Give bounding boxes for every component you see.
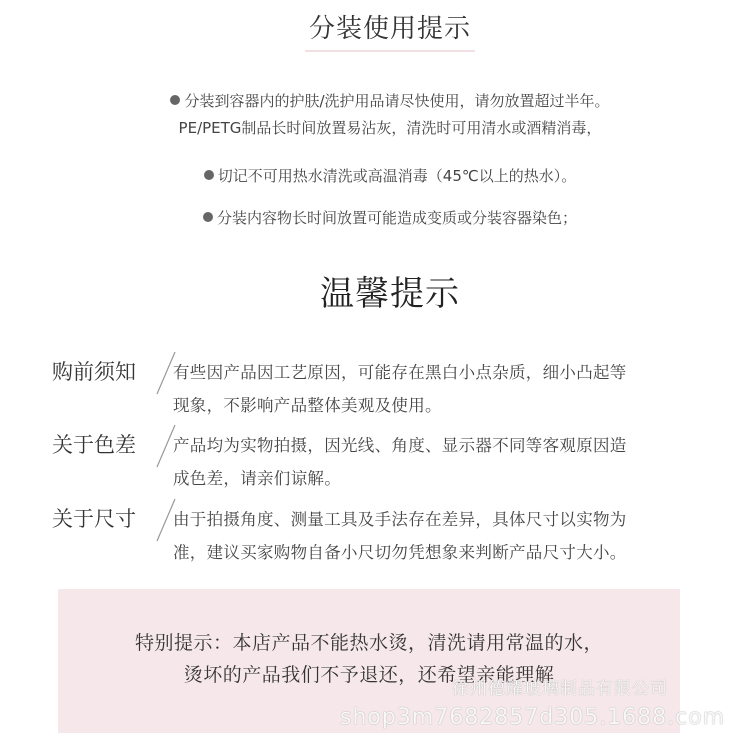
usage-tip-2-text: 切记不可用热水清洗或高温消毒（45℃以上的热水）。	[217, 167, 577, 185]
notice-color-difference	[0, 429, 750, 509]
notice-text-line-1: 由于拍摄角度、测量工具及手法存在差异，具体尺寸以实物为	[173, 510, 627, 529]
usage-tip-3-text: 分装内容物长时间放置可能造成变质或分装容器染色；	[216, 209, 577, 227]
title-underline	[305, 50, 475, 52]
usage-tip-1-line-2: PE/PETG制品长时间放置易沾灰，清洗时可用清水或酒精消毒，	[178, 119, 602, 137]
notice-label: 购前须知	[52, 360, 136, 384]
notice-text-line-1: 有些因产品因工艺原因，可能存在黑白小点杂质，细小凸起等	[173, 363, 627, 382]
notice-text-line-2: 现象，不影响产品整体美观及使用。	[173, 396, 442, 415]
notice-label: 关于尺寸	[52, 507, 136, 531]
special-notice-line-1: 特别提示：本店产品不能热水烫，清洗请用常温的水，	[134, 632, 603, 654]
bullet-icon	[203, 212, 213, 222]
notice-text	[173, 356, 693, 422]
bullet-icon	[170, 95, 180, 105]
notice-text	[173, 429, 693, 495]
notice-text	[173, 503, 693, 569]
notice-text-line-1: 产品均为实物拍摄，因光线、角度、显示器不同等客观原因造	[173, 436, 627, 455]
usage-tips-title: 分装使用提示	[308, 14, 471, 44]
notice-text-line-2: 准，建议买家购物自备小尺切勿凭想象来判断产品尺寸大小。	[173, 543, 627, 562]
usage-tip-1-line-1-text: 分装到容器内的护肤/洗护用品请尽快使用，请勿放置超过半年。	[184, 92, 610, 110]
usage-tip-1-line-1	[0, 90, 750, 111]
notice-text-line-2: 成色差，请亲们谅解。	[173, 469, 341, 488]
notice-before-purchase	[0, 356, 750, 436]
bullet-icon	[204, 170, 214, 180]
watermark-url: shop3m7682857d305.1688.com	[340, 705, 726, 730]
special-notice-line-2: 烫坏的产品我们不予退还，还希望亲能理解	[183, 664, 555, 686]
usage-tip-2-line	[0, 165, 750, 186]
notice-label: 关于色差	[52, 433, 136, 457]
watermark-company: 徐州德耀玻璃制品有限公司	[452, 679, 668, 699]
notice-size	[0, 503, 750, 583]
usage-tip-3-line	[0, 207, 750, 228]
warm-tips-title: 温馨提示	[320, 274, 460, 314]
